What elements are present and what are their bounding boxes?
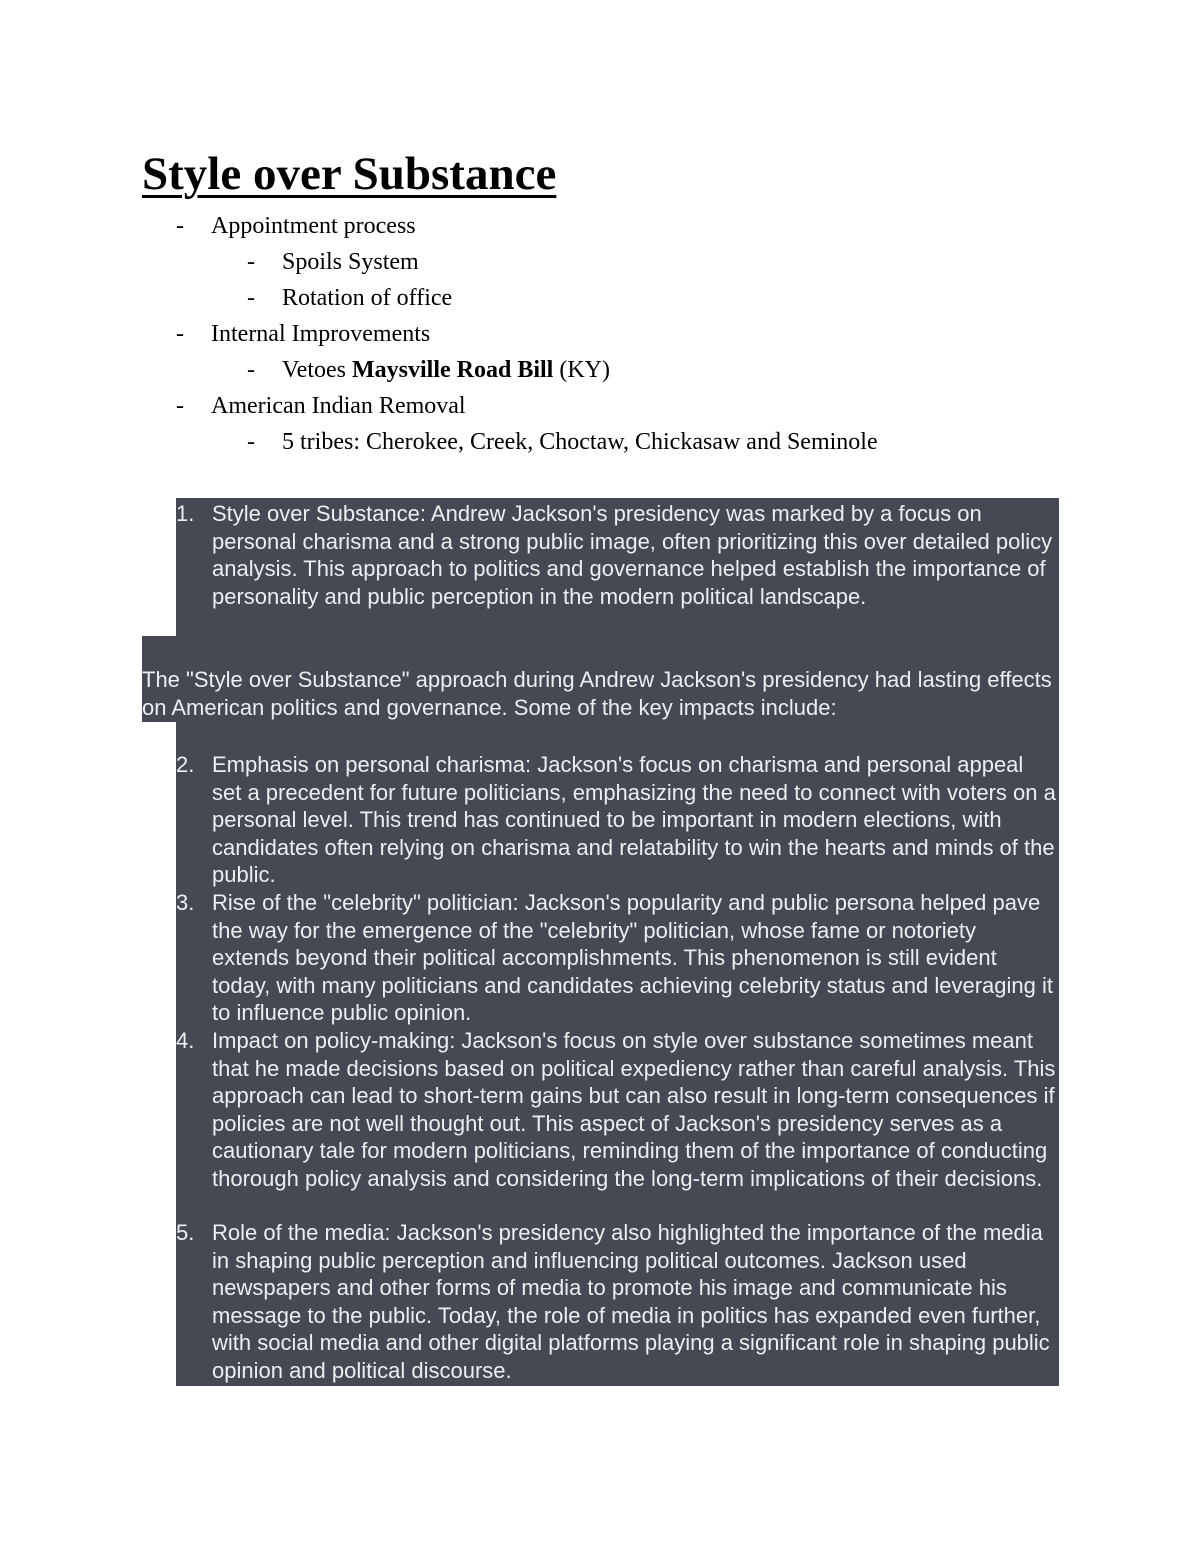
bullet-dash: - (247, 357, 255, 383)
document-title: Style over Substance (142, 148, 557, 200)
item-number: 2. (176, 752, 195, 777)
outline-subitem-text (282, 352, 610, 388)
intro-paragraph: The "Style over Substance" approach during Andrew Jackson's presidency had lasting effects on American politics and governance. Some of the key impacts include: (142, 667, 1052, 720)
bullet-dash: - (176, 393, 184, 419)
numbered-item (176, 889, 1056, 1027)
item-text: Rise of the "celebrity" politician: Jackson's popularity and public persona helped pave the way for the emergence of the "celebrity" politician, whose fame or notoriety extends beyond their political accomplishments. This phenomenon is still evident today, with many politicians and candidates achieving celebrity status and leveraging it to influence public opinion. (212, 890, 1053, 1026)
numbered-item (176, 1027, 1056, 1193)
bullet-dash: - (247, 249, 255, 275)
numbered-item (176, 1219, 1056, 1385)
outline-item-text: American Indian Removal (211, 393, 466, 419)
item-number: 4. (176, 1028, 195, 1053)
outline-item (0, 208, 1200, 244)
outline-item (0, 388, 1200, 424)
bullet-dash: - (247, 285, 255, 311)
bullet-dash: - (176, 213, 184, 239)
outline-subitem-text: 5 tribes: Cherokee, Creek, Choctaw, Chickasaw and Seminole (282, 429, 878, 455)
numbered-item (176, 751, 1056, 889)
outline-subitem-text: Rotation of office (282, 285, 453, 311)
item-number: 3. (176, 890, 195, 915)
bullet-dash: - (176, 321, 184, 347)
numbered-item (176, 500, 1056, 610)
veto-suffix: (KY) (553, 357, 610, 383)
outline-subitem (0, 280, 1200, 316)
item-text: Style over Substance: Andrew Jackson's presidency was marked by a focus on personal charisma and a strong public image, often prioritizing this over detailed policy analysis. This approach to politics and governance helped establish the importance of personality and public perception in the modern political landscape. (212, 501, 1053, 609)
bullet-dash: - (247, 429, 255, 455)
outline-item-text: Appointment process (211, 213, 416, 239)
item-text: Emphasis on personal charisma: Jackson's focus on charisma and personal appeal set a precedent for future politicians, emphasizing the need to connect with voters on a personal level. This trend has continued to be important in modern elections, with candidates often relying on charisma and relatability to win the hearts and minds of the public. (212, 752, 1056, 888)
outline-list (0, 208, 1200, 460)
outline-subitem (0, 352, 1200, 388)
outline-subitem (0, 244, 1200, 280)
item-text: Role of the media: Jackson's presidency also highlighted the importance of the media in shaping public perception and influencing political outcomes. Jackson used newspapers and other forms of media to promote his image and communicate his message to the public. Today, the role of media in politics has expanded even further, with social media and other digital platforms playing a significant role in shaping public opinion and political discourse. (212, 1220, 1050, 1383)
item-number: 5. (176, 1220, 195, 1245)
outline-item-text: Internal Improvements (211, 321, 431, 347)
outline-subitem-text: Spoils System (282, 249, 419, 275)
outline-item (0, 316, 1200, 352)
item-text: Impact on policy-making: Jackson's focus on style over substance sometimes meant that he made decisions based on political expediency rather than careful analysis. This approach can lead to short-term gains but can also result in long-term consequences if policies are not well thought out. This aspect of Jackson's presidency serves as a cautionary tale for modern politicians, reminding them of the importance of conducting thorough policy analysis and considering the long-term implications of their decisions. (212, 1028, 1056, 1191)
item-number: 1. (176, 501, 195, 526)
veto-prefix: Vetoes (282, 357, 352, 383)
outline-subitem (0, 424, 1200, 460)
maysville-road-bill-bold: Maysville Road Bill (351, 357, 554, 383)
